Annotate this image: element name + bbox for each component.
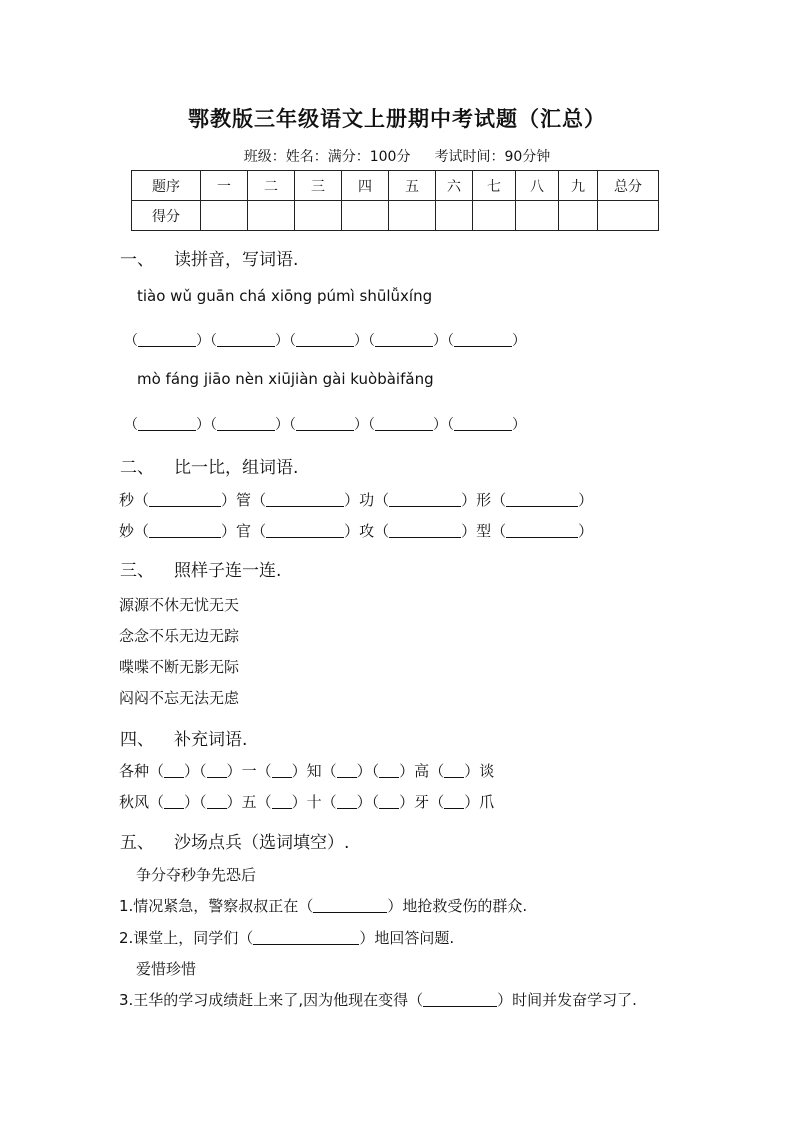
supplement-word: 一 [241, 762, 257, 780]
answer-row-2[interactable]: （ ）（ ）（ ）（ ）（ ） [124, 417, 526, 433]
section-number: 一、 [120, 250, 154, 270]
connect-item[interactable]: 源源不休无忧无天 [119, 596, 240, 614]
connect-item[interactable]: 闷闷不忘无法无虑 [119, 689, 240, 707]
score-input[interactable] [248, 201, 295, 231]
score-input[interactable] [389, 201, 436, 231]
compare-char: 形 [476, 491, 492, 509]
class-name-score: 班级：姓名：满分：100分 [243, 149, 411, 165]
compare-row-1[interactable]: 秒（ ）管（ ）功（ ）形（ ） [119, 491, 594, 509]
supplement-word: 牙 [414, 793, 430, 811]
question-text: 3.王华的学习成绩赶上来了,因为他现在变得（ [119, 991, 424, 1009]
supplement-word: 爪 [479, 793, 495, 811]
compare-char: 秒 [119, 491, 135, 509]
section-number: 四、 [120, 730, 154, 750]
score-input[interactable] [516, 201, 559, 231]
score-input[interactable] [342, 201, 389, 231]
supplement-word: 十 [306, 793, 322, 811]
section-3-heading [120, 556, 281, 581]
answer-blank[interactable] [253, 930, 359, 945]
score-input[interactable] [436, 201, 473, 231]
score-input[interactable] [598, 201, 659, 231]
compare-char: 型 [476, 522, 492, 540]
score-cell: 题序 [132, 171, 201, 201]
section-2-heading [120, 453, 298, 478]
score-cell: 九 [559, 171, 598, 201]
question-text: ）时间并发奋学习了. [497, 991, 637, 1009]
section-title: 补充词语. [174, 730, 248, 750]
section-5-heading [120, 828, 349, 853]
compare-row-2[interactable]: 妙（ ）官（ ）攻（ ）型（ ） [119, 522, 594, 540]
score-input[interactable] [559, 201, 598, 231]
compare-char: 妙 [119, 522, 135, 540]
compare-char: 官 [236, 522, 252, 540]
supplement-word: 秋风 [119, 793, 150, 811]
score-cell: 三 [295, 171, 342, 201]
fill-question-3[interactable] [119, 989, 637, 1010]
supplement-word: 五 [241, 793, 257, 811]
connect-item[interactable]: 念念不乐无边无踪 [119, 627, 240, 645]
fill-question-2[interactable] [119, 927, 454, 948]
supplement-word: 高 [414, 762, 430, 780]
section-title: 比一比，组词语. [174, 458, 299, 478]
score-input[interactable] [473, 201, 516, 231]
section-title: 照样子连一连. [174, 561, 282, 581]
score-cell: 一 [201, 171, 248, 201]
answer-blank[interactable] [313, 898, 387, 913]
score-cell: 总分 [598, 171, 659, 201]
supplement-word: 谈 [479, 762, 495, 780]
score-input[interactable] [295, 201, 342, 231]
score-label: 得分 [132, 201, 201, 231]
supplement-row-1[interactable]: 各种（ ）（ ）一（ ）知（ ）（ ）高（ ）谈 [119, 762, 495, 780]
section-number: 三、 [120, 561, 154, 581]
exam-info [0, 146, 794, 166]
supplement-word: 各种 [119, 762, 150, 780]
exam-time: 考试时间：90分钟 [434, 149, 551, 165]
compare-char: 管 [236, 491, 252, 509]
word-choices-2: 爱惜珍惜 [136, 960, 197, 978]
section-title: 读拼音，写词语. [174, 250, 299, 270]
question-text: ）地抢救受伤的群众. [387, 897, 528, 915]
compare-char: 攻 [359, 522, 375, 540]
section-number: 二、 [120, 458, 154, 478]
pinyin-row-1: tiào wǔ guān chá xiōng púmì shūlǚxíng [137, 287, 433, 305]
section-number: 五、 [120, 833, 154, 853]
question-text: 2.课堂上，同学们（ [119, 929, 254, 947]
page-title: 鄂教版三年级语文上册期中考试题（汇总） [188, 106, 606, 131]
score-table [131, 170, 659, 231]
compare-char: 功 [359, 491, 375, 509]
score-cell: 六 [436, 171, 473, 201]
score-cell: 二 [248, 171, 295, 201]
word-choices-1: 争分夺秒争先恐后 [136, 866, 257, 884]
score-cell: 五 [389, 171, 436, 201]
connect-item[interactable]: 喋喋不断无影无际 [119, 658, 240, 676]
section-title: 沙场点兵（选词填空）. [174, 833, 350, 853]
score-cell: 七 [473, 171, 516, 201]
section-4-heading [120, 725, 247, 750]
score-cell: 四 [342, 171, 389, 201]
question-text: ）地回答问题. [359, 929, 455, 947]
score-value-row [132, 201, 659, 231]
score-cell: 八 [516, 171, 559, 201]
section-1-heading [120, 245, 298, 270]
score-header-row [132, 171, 659, 201]
answer-row-1[interactable]: （ ）（ ）（ ）（ ）（ ） [124, 333, 526, 349]
answer-blank[interactable] [423, 992, 497, 1007]
pinyin-row-2: mò fáng jiāo nèn xiūjiàn gài kuòbàifǎng [137, 370, 434, 388]
question-text: 1.情况紧急，警察叔叔正在（ [119, 897, 314, 915]
fill-question-1[interactable] [119, 895, 527, 916]
supplement-row-2[interactable]: 秋风（ ）（ ）五（ ）十（ ）（ ）牙（ ）爪 [119, 793, 495, 811]
score-input[interactable] [201, 201, 248, 231]
supplement-word: 知 [306, 762, 322, 780]
